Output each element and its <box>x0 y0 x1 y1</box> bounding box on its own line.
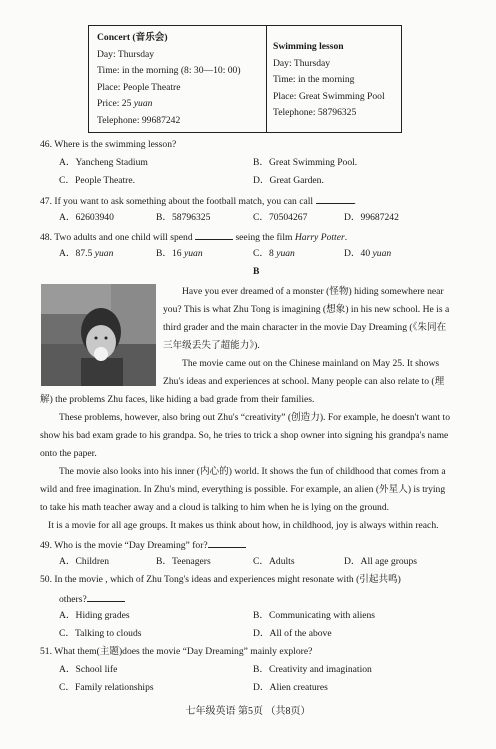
q47-option-d[interactable]: D．99687242 <box>344 212 399 223</box>
answer-blank[interactable] <box>195 230 233 240</box>
concert-telephone: Telephone: 99687242 <box>97 114 181 126</box>
question-51: 51. What them(主题)does the movie “Day Dreaming” mainly explore? <box>40 646 313 657</box>
passage-line: These problems, however, also bring out Zhu's “creativity” (创造力). For example, he doesn't want to <box>59 412 450 423</box>
passage-line: wild and free imagination. In Zhu's mind, everything is possible. For example, an alien (外星人) is trying <box>40 484 446 495</box>
question-48: 48. Two adults and one child will spend seeing the film Harry Potter. <box>40 232 348 243</box>
question-47: 47. If you want to ask something about the football match, you can call . <box>40 196 356 207</box>
q48-option-b[interactable]: B．16 yuan <box>156 248 203 259</box>
passage-line: third grader and the main character in the movie Day Dreaming (《朱同在 <box>163 322 447 333</box>
question-50: 50. In the movie , which of Zhu Tong's ideas and experiences might resonate with (引起共鸣) <box>40 574 401 585</box>
swimming-telephone: Telephone: 58796325 <box>273 107 357 118</box>
q46-option-a[interactable]: A．Yancheng Stadium <box>59 157 148 168</box>
concert-price: Price: 25 yuan <box>97 98 153 109</box>
question-49: 49. Who is the movie “Day Dreaming” for? <box>40 538 246 552</box>
concert-place: Place: People Theatre <box>97 81 181 93</box>
passage-line: 解) the problems Zhu faces, like hiding a bad grade from their families. <box>40 394 315 405</box>
q51-option-d[interactable]: D．Alien creatures <box>253 682 328 693</box>
question-46: 46. Where is the swimming lesson? <box>40 139 177 150</box>
concert-notice <box>97 32 241 131</box>
passage-line: It is a movie for all age groups. It makes us think about how, in childhood, joy is always within reach. <box>48 520 439 531</box>
passage-line: show his bad exam grade to his grandpa. So, he tries to trick a shop owner into signing his grandpa's name <box>40 430 449 441</box>
q47-option-b[interactable]: B．58796325 <box>156 212 211 223</box>
q50-option-a[interactable]: A．Hiding grades <box>59 610 130 621</box>
q47-option-a[interactable]: A．62603940 <box>59 212 114 223</box>
boy-with-bubble-image <box>41 284 156 386</box>
q48-option-a[interactable]: A．87.5 yuan <box>59 248 114 259</box>
swimming-time: Time: in the morning <box>273 74 355 85</box>
swimming-notice <box>273 41 385 124</box>
q51-option-c[interactable]: C．Family relationships <box>59 682 154 693</box>
passage-line: The movie came out on the Chinese mainland on May 25. It shows <box>182 358 440 369</box>
concert-title: Concert (音乐会) <box>97 32 168 43</box>
answer-blank[interactable] <box>316 194 354 204</box>
table-divider <box>266 26 267 132</box>
concert-day: Day: Thursday <box>97 48 155 60</box>
concert-time: Time: in the morning (8: 30—10: 00) <box>97 65 241 76</box>
swimming-day: Day: Thursday <box>273 57 331 69</box>
q50-option-c[interactable]: C．Talking to clouds <box>59 628 142 639</box>
swimming-place: Place: Great Swimming Pool <box>273 90 385 102</box>
q51-option-a[interactable]: A．School life <box>59 664 118 675</box>
passage-line: Zhu's ideas and experiences at school. Many people can also relate to (理 <box>163 376 445 387</box>
q48-option-d[interactable]: D．40 yuan <box>344 248 392 259</box>
passage-line: you? This is what Zhu Tong is imagining (想象) in his new school. He is a <box>163 304 450 315</box>
q47-option-c[interactable]: C．70504267 <box>253 212 308 223</box>
movie-still-photo <box>41 284 156 386</box>
q46-option-d[interactable]: D．Great Garden. <box>253 175 324 186</box>
q49-option-b[interactable]: B．Teenagers <box>156 556 211 567</box>
passage-line: The movie also looks into his inner (内心的) world. It shows the fun of childhood that comes from a <box>59 466 446 477</box>
q46-option-b[interactable]: B．Great Swimming Pool. <box>253 157 358 168</box>
notice-table <box>88 25 402 133</box>
swimming-title: Swimming lesson <box>273 41 344 52</box>
q49-option-a[interactable]: A．Children <box>59 556 110 567</box>
q51-option-b[interactable]: B．Creativity and imagination <box>253 664 372 675</box>
q50-option-d[interactable]: D．All of the above <box>253 628 332 639</box>
passage-line: to take his math teacher away and a cloud is talking to him when he is lying on the ground. <box>40 502 390 513</box>
answer-blank[interactable] <box>87 592 125 602</box>
q48-option-c[interactable]: C．8 yuan <box>253 248 295 259</box>
q46-option-c[interactable]: C．People Theatre. <box>59 175 136 186</box>
page-footer: 七年级英语 第5页 （共8页） <box>185 706 311 717</box>
answer-blank[interactable] <box>208 538 246 548</box>
q49-option-c[interactable]: C．Adults <box>253 556 295 567</box>
passage-line: 三年级丢失了超能力》). <box>163 340 260 351</box>
q50-option-b[interactable]: B．Communicating with aliens <box>253 610 376 621</box>
q49-option-d[interactable]: D．All age groups <box>344 556 418 567</box>
passage-line: Have you ever dreamed of a monster (怪物) hiding somewhere near <box>182 286 444 297</box>
question-50-cont: others? <box>59 592 125 606</box>
section-b-heading: B <box>253 266 260 277</box>
passage-line: onto the paper. <box>40 448 97 459</box>
